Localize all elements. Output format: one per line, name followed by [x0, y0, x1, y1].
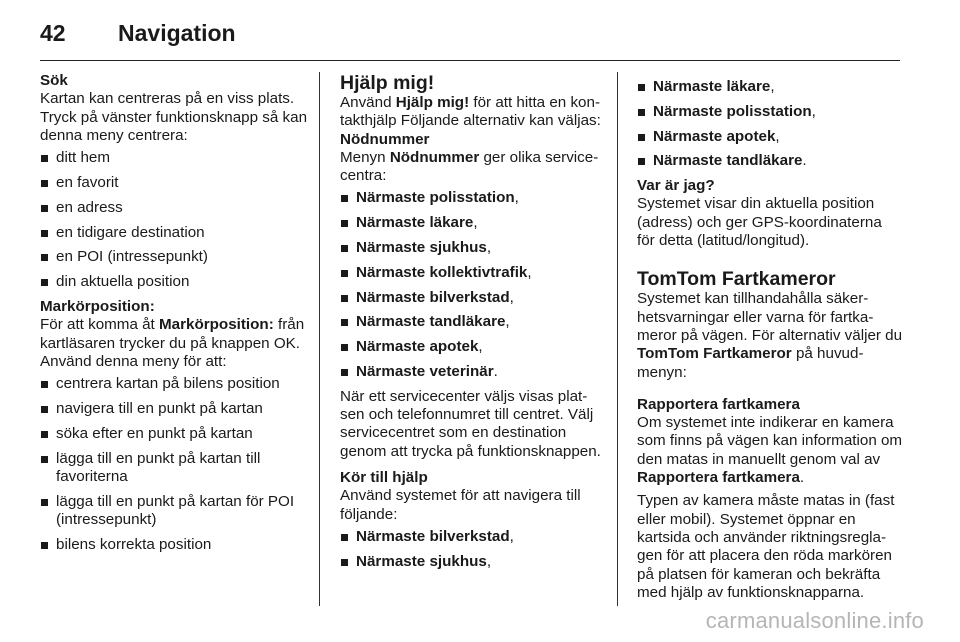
column-1: [40, 72, 308, 610]
list-item: [340, 363, 606, 381]
sok-list: [40, 149, 308, 291]
where-heading: Var är jag?: [637, 177, 715, 195]
list-item: [340, 338, 606, 356]
bullet-icon: [41, 381, 48, 388]
list-item-punctuation: ,: [527, 263, 532, 281]
list-item: [40, 273, 308, 291]
bullet-icon: [341, 270, 348, 277]
bullet-icon: [41, 406, 48, 413]
column-divider: [319, 72, 320, 606]
where-text: Systemet visar din aktuella position (adress) och ger GPS-koordinaterna för detta (latitud/longitud).: [637, 195, 882, 250]
list-item-label: Närmaste läkare: [653, 78, 771, 95]
watermark: carmanualsonline.info: [705, 608, 924, 633]
bullet-icon: [41, 279, 48, 286]
bullet-icon: [41, 205, 48, 212]
list-item-punctuation: ,: [473, 214, 478, 232]
list-item: [340, 289, 606, 307]
list-item: [40, 493, 308, 530]
list-item-label: Närmaste bilverkstad: [356, 527, 510, 545]
header-rule: [40, 60, 900, 61]
list-item-label: lägga till en punkt på kartan för POI (intressepunkt): [56, 492, 295, 528]
bullet-icon: [638, 158, 645, 165]
list-item-punctuation: ,: [770, 78, 775, 95]
list-item: [340, 189, 606, 207]
service-text: När ett servicecenter väljs visas platsen och telefonnumret till centret. Välj servicecentret som en destination genom att trycka på funktionsknappen.: [340, 387, 601, 460]
bullet-icon: [341, 195, 348, 202]
list-item-label: söka efter en punkt på kartan: [56, 424, 253, 442]
list-item-punctuation: ,: [514, 189, 519, 207]
list-item: [40, 375, 308, 393]
list-item-label: ditt hem: [56, 149, 111, 167]
list-item-label: Närmaste sjukhus: [356, 552, 487, 570]
list-item-label: Närmaste veterinär: [356, 363, 494, 381]
list-item: [40, 199, 308, 217]
bullet-icon: [341, 344, 348, 351]
bullet-icon: [41, 155, 48, 162]
list-item: [637, 152, 903, 170]
list-item: [40, 149, 308, 167]
list-item-label: Närmaste tandläkare: [653, 152, 803, 170]
list-item-label: Närmaste läkare: [356, 214, 474, 232]
list-item: [340, 239, 606, 257]
list-item-label: Närmaste tandläkare: [356, 313, 506, 331]
bullet-icon: [41, 254, 48, 261]
sok-heading: Sök: [40, 72, 68, 89]
page-header: [40, 14, 920, 54]
list-item: [40, 174, 308, 192]
bullet-icon: [41, 431, 48, 438]
list-item-label: bilens korrekta position: [56, 535, 212, 553]
list-item-label: Närmaste polisstation: [653, 102, 812, 120]
list-item: [637, 103, 903, 121]
bullet-icon: [41, 230, 48, 237]
type-text: Typen av kamera måste matas in (fast eller mobil). Systemet öppnar en kartsida och använder riktningsreglagen för att placera den röda markören på platsen för kameran och bekräfta med hjälp av funktionsknapparna.: [637, 492, 895, 601]
list-item: [40, 425, 308, 443]
report-heading: Rapportera fartkamera: [637, 395, 800, 413]
help-text: Använd Hjälp mig! för att hitta en kontakthjälp Följande alternativ kan väljas:: [340, 94, 601, 130]
list-item: [40, 450, 308, 487]
list-item: [340, 553, 606, 571]
bullet-icon: [341, 559, 348, 566]
list-item-punctuation: ,: [775, 127, 780, 145]
list-item-label: en favorit: [56, 173, 119, 191]
list-item-punctuation: .: [802, 152, 807, 170]
bullet-icon: [41, 456, 48, 463]
page-number: 42: [40, 20, 66, 46]
marker-heading: Markörposition:: [40, 297, 155, 315]
list-item-punctuation: ,: [478, 338, 483, 356]
list-item-label: lägga till en punkt på kartan till favoriterna: [56, 449, 261, 485]
list-item-label: en adress: [56, 198, 123, 216]
bullet-icon: [341, 220, 348, 227]
column-3: [637, 72, 903, 610]
continued-list: [637, 78, 903, 171]
bullet-icon: [41, 499, 48, 506]
report-text: Om systemet inte indikerar en kamera som finns på vägen kan information om den matas in manuellt genom val av Rapportera fartkamera.: [637, 414, 903, 487]
help-heading: Hjälp mig!: [340, 72, 435, 94]
list-item: [637, 78, 903, 96]
drive-list: [340, 528, 606, 571]
list-item-punctuation: ,: [486, 552, 492, 570]
list-item: [637, 128, 903, 146]
column-divider: [617, 72, 618, 606]
list-item: [40, 400, 308, 418]
list-item: [340, 528, 606, 546]
list-item-label: navigera till en punkt på kartan: [56, 399, 263, 417]
list-item-label: din aktuella position: [56, 273, 190, 291]
list-item-label: centrera kartan på bilens position: [56, 375, 280, 393]
emergency-list: [340, 189, 606, 381]
list-item: [340, 264, 606, 282]
list-item-punctuation: ,: [811, 102, 816, 120]
drive-heading: Kör till hjälp: [340, 469, 428, 487]
column-2: [340, 72, 606, 610]
list-item: [340, 214, 606, 232]
bullet-icon: [638, 84, 645, 91]
drive-text: Använd systemet för att navigera till följande:: [340, 487, 581, 523]
tomtom-heading: TomTom Fartkameror: [637, 268, 836, 291]
list-item: [40, 248, 308, 266]
bullet-icon: [341, 319, 348, 326]
list-item: [340, 313, 606, 331]
bullet-icon: [41, 542, 48, 549]
list-item-punctuation: .: [493, 363, 498, 381]
list-item-punctuation: ,: [509, 288, 514, 306]
marker-list: [40, 375, 308, 554]
list-item-label: Närmaste bilverkstad: [356, 288, 510, 306]
list-item-label: Närmaste sjukhus: [356, 239, 487, 257]
list-item-label: Närmaste polisstation: [356, 189, 515, 207]
list-item: [40, 224, 308, 242]
tomtom-text: Systemet kan tillhandahålla säkerhetsvarningar eller varna för fartkameror på vägen. För alternativ väljer du TomTom Fartkameror på huvudmenyn:: [637, 290, 903, 381]
bullet-icon: [341, 534, 348, 541]
list-item-label: Närmaste kollektivtrafik: [356, 263, 528, 281]
bullet-icon: [638, 109, 645, 116]
list-item-punctuation: ,: [486, 239, 492, 257]
bullet-icon: [341, 245, 348, 252]
bullet-icon: [341, 295, 348, 302]
bullet-icon: [341, 369, 348, 376]
marker-text: För att komma åt Markörposition: från kartläsaren trycker du på knappen OK. Använd denna meny för att:: [40, 316, 305, 370]
list-item-label: Närmaste apotek: [653, 127, 776, 145]
emergency-text: Menyn Nödnummer ger olika servicecentra:: [340, 148, 599, 185]
bullet-icon: [638, 134, 645, 141]
bullet-icon: [41, 180, 48, 187]
list-item-label: en POI (intressepunkt): [56, 248, 208, 266]
list-item: [40, 536, 308, 554]
list-item-punctuation: ,: [509, 527, 514, 545]
sok-text: Kartan kan centreras på en viss plats. Tryck på vänster funktionsknapp så kan denna meny centrera:: [40, 90, 308, 144]
list-item-label: en tidigare destination: [56, 223, 205, 241]
section-title: Navigation: [118, 20, 236, 46]
list-item-punctuation: ,: [505, 313, 510, 331]
list-item-label: Närmaste apotek: [356, 338, 479, 356]
emergency-heading: Nödnummer: [340, 130, 430, 148]
